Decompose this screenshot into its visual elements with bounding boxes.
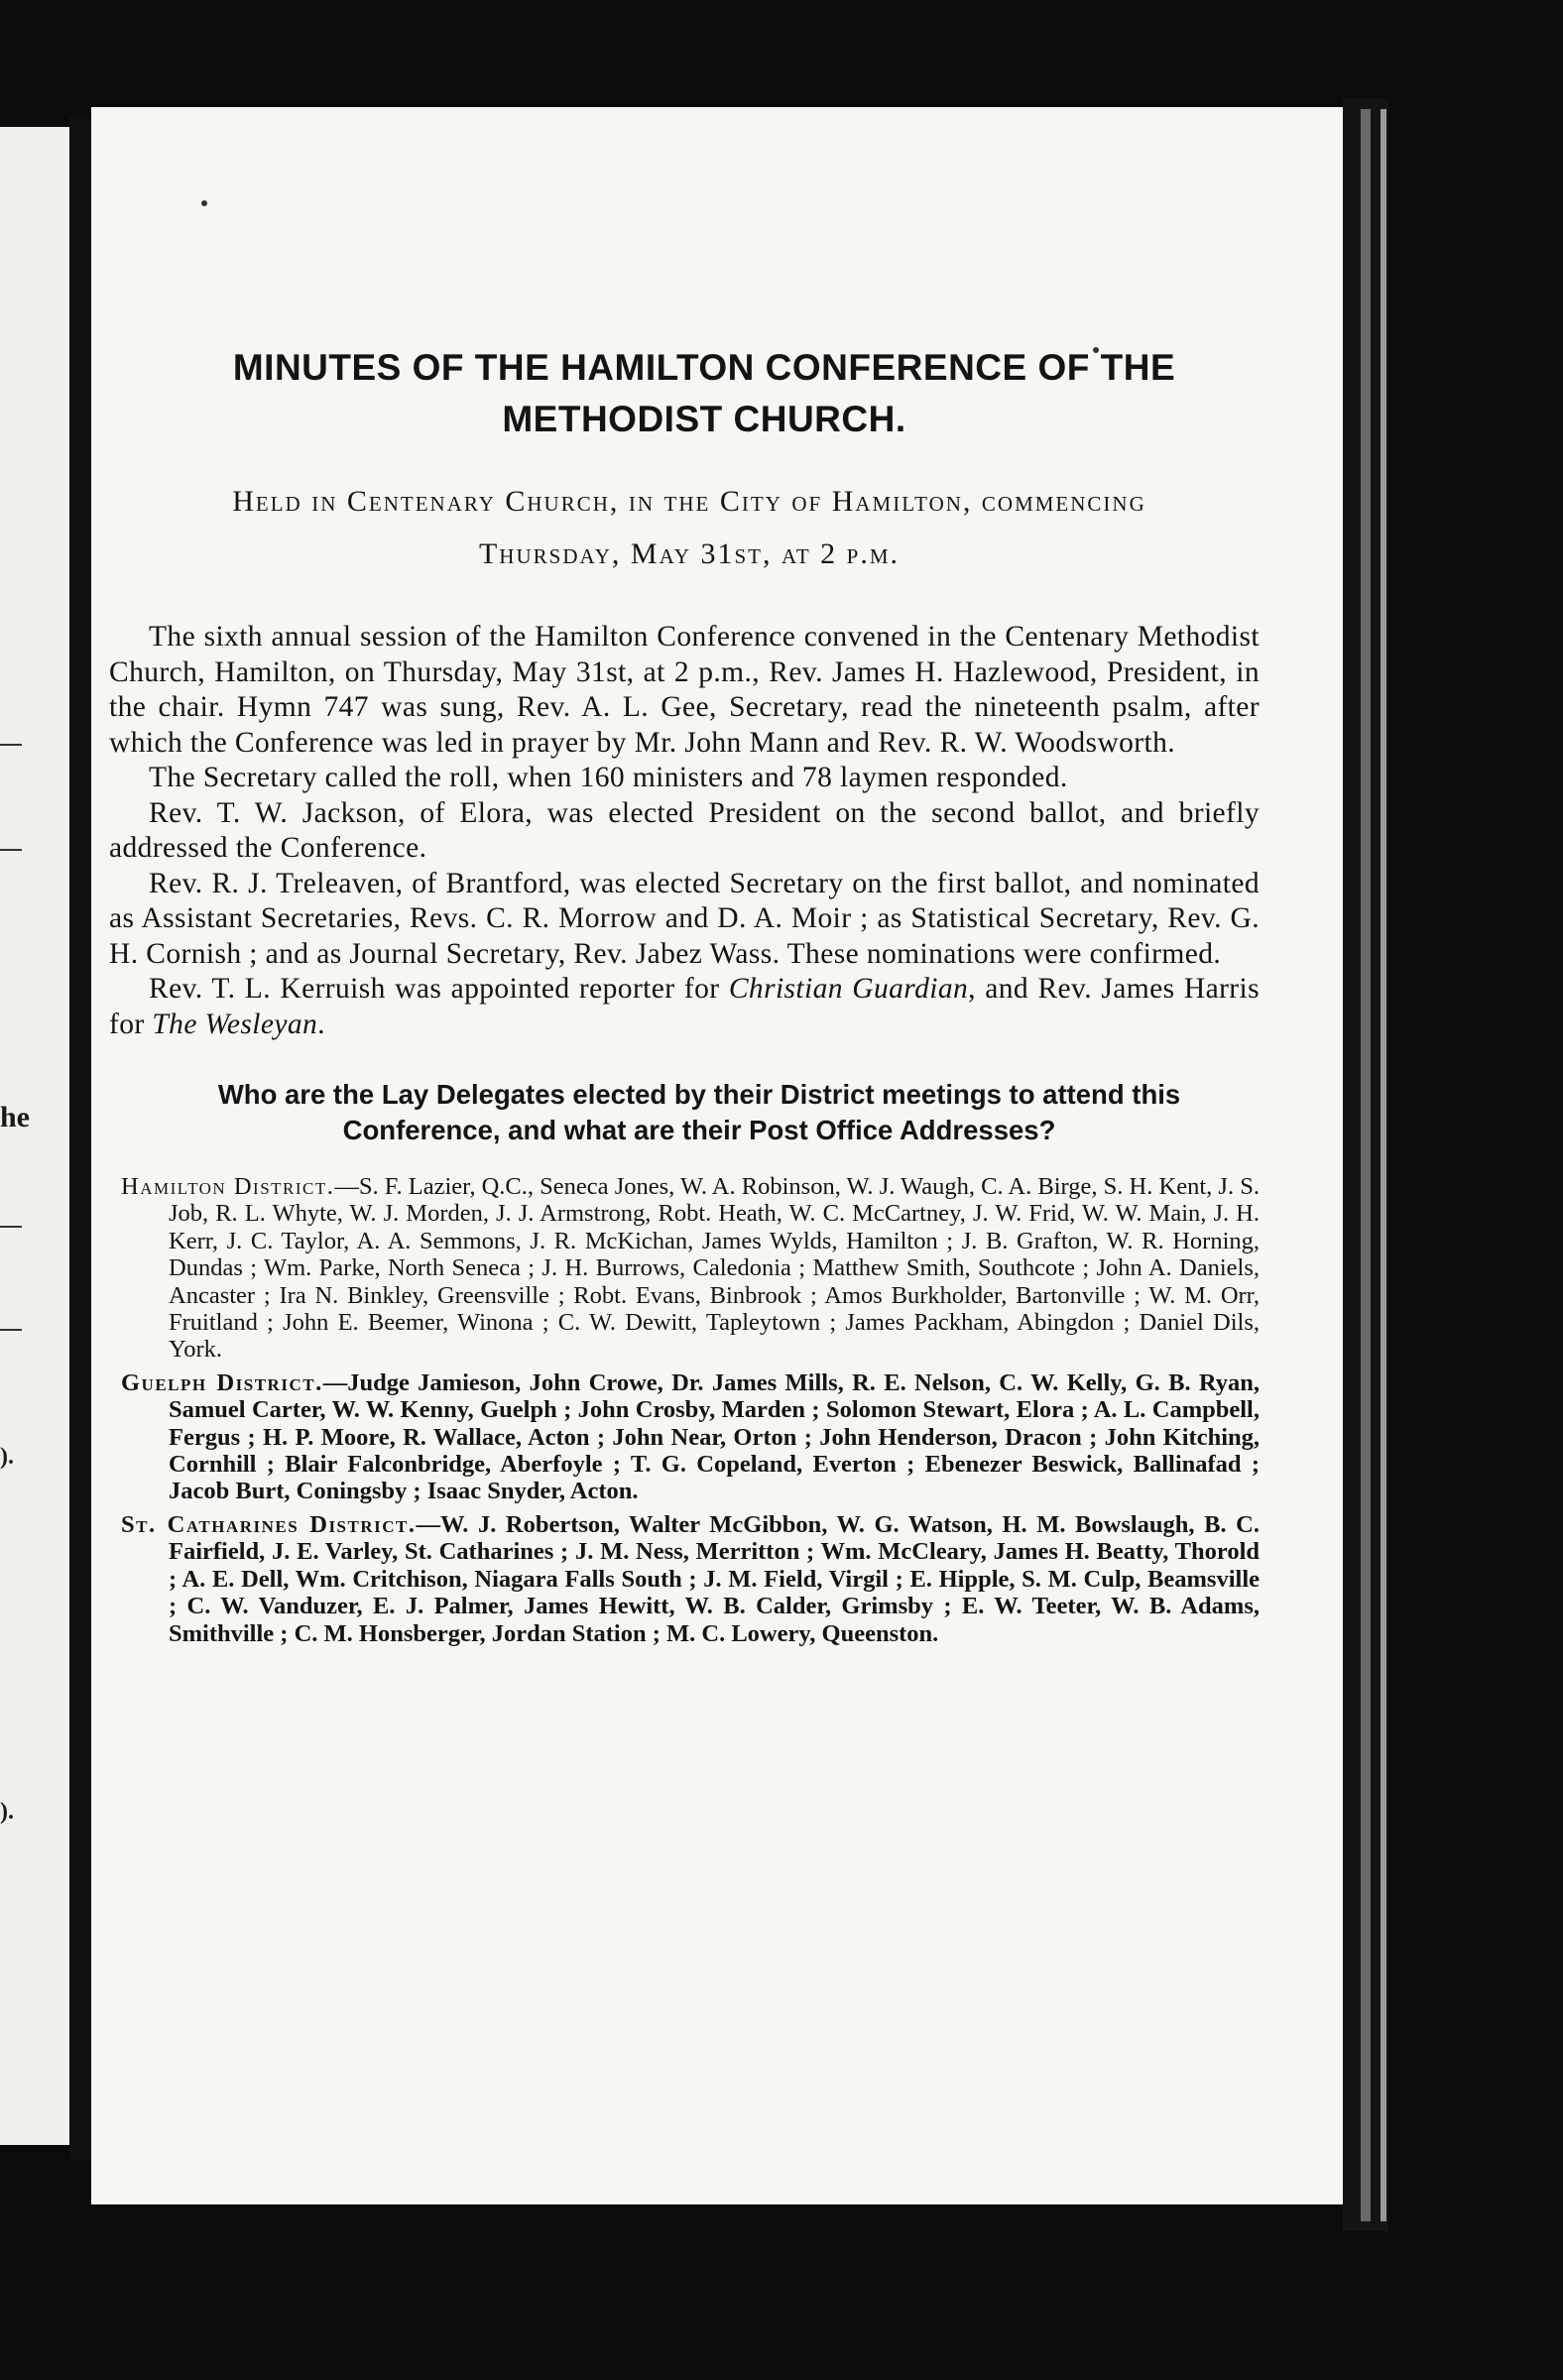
district-delegates: —Judge Jamieson, John Crowe, Dr. James Mills, R. E. Nelson, C. W. Kelly, G. B. Ryan, Samuel Carter, W. W. Kenny, Guelph ; John Crosby, Marden ; Solomon Stewart, Elora ; A. L. Campbell, Fergus ; H. P. Moore, R. Wallace, Acton ; John Near, Orton ; John Henderson, Dracon ; John Kitching, Cornhill ; Blair Falconbridge, Aberfoyle ; T. G. Copeland, Everton ; Ebenezer Beswick, Ballinafad ; Jacob Burt, Coningsby ; Isaac Snyder, Acton. <box>169 1368 1261 1505</box>
district-delegates: —W. J. Robertson, Walter McGibbon, W. G. Watson, H. M. Bowslaugh, B. C. Fairfield, J. E. Varley, St. Catharines ; J. M. Ness, Merritton ; Wm. McCleary, James H. Beatty, Thorold ; A. E. Dell, Wm. Critchison, Niagara Falls South ; J. M. Field, Virgil ; E. Hipple, S. M. Culp, Beamsville ; C. W. Vanduzer, E. J. Palmer, James Hewitt, W. B. Calder, Grimsby ; E. W. Teeter, W. B. Adams, Smithville ; C. M. Honsberger, Jordan Station ; M. C. Lowery, Queenston. <box>169 1510 1260 1647</box>
paragraph: The Secretary called the roll, when 160 ministers and 78 laymen responded. <box>149 762 1068 793</box>
document-title <box>109 342 1260 445</box>
subtitle-line-1: Held in Centenary Church, in the City of Hamilton, commencing <box>232 485 1146 518</box>
margin-rule <box>0 1226 22 1228</box>
minutes-body <box>109 620 1260 1042</box>
margin-rule <box>0 744 22 746</box>
newspaper-title: Christian Guardian <box>728 973 969 1005</box>
district-name: Hamilton District. <box>121 1173 335 1200</box>
margin-fragment: ). <box>0 1444 14 1470</box>
document-subtitle <box>109 475 1260 580</box>
paragraph: The sixth annual session of the Hamilton Conference convened in the Centenary Methodist Church, Hamilton, on Thursday, May 31st, at 2 p.m., Rev. James H. Hazlewood, President, in the chair. Hymn 747 was sung, Rev. A. L. Gee, Secretary, read the nineteenth psalm, after which the Conference was led in prayer by Mr. John Mann and Rev. R. W. Woodsworth. <box>109 621 1260 759</box>
page-stack-edge <box>1381 109 1386 2221</box>
margin-fragment: he <box>0 1101 30 1133</box>
margin-rule <box>0 1329 22 1331</box>
reporter-text: . <box>317 1008 325 1040</box>
district-name: St. Catharines District. <box>121 1510 417 1538</box>
district-entry <box>109 1369 1260 1505</box>
paragraph: Rev. R. J. Treleaven, of Brantford, was elected Secretary on the first ballot, and nominated as Assistant Secretaries, Revs. C. R. Morrow and D. A. Moir ; as Statistical Secretary, Rev. G. H. Cornish ; and as Journal Secretary, Rev. Jabez Wass. These nominations were confirmed. <box>109 867 1260 970</box>
reporter-paragraph <box>109 972 1260 1042</box>
reporter-text: , and Rev. James Harris for <box>109 973 1261 1040</box>
district-list <box>109 1173 1260 1647</box>
district-name: Guelph District. <box>121 1368 323 1396</box>
margin-rule <box>0 849 22 851</box>
paragraph: Rev. T. W. Jackson, of Elora, was elected President on the second ballot, and briefly addressed the Conference. <box>109 796 1260 864</box>
title-line-2: METHODIST CHURCH. <box>502 399 906 439</box>
district-delegates: —S. F. Lazier, Q.C., Seneca Jones, W. A. Robinson, W. J. Waugh, C. A. Birge, S. H. Kent, J. S. Job, R. L. Whyte, W. J. Morden, J. J. Armstrong, Robt. Heath, W. C. McCartney, J. W. Frid, W. W. Main, J. H. Kerr, J. C. Taylor, A. A. Semmons, J. R. McKichan, James Wylds, Hamilton ; J. B. Grafton, W. R. Horning, Dundas ; Wm. Parke, North Seneca ; J. H. Burrows, Caledonia ; Matthew Smith, Southcote ; John A. Daniels, Ancaster ; Ira N. Binkley, Greensville ; Robt. Evans, Binbrook ; Amos Burkholder, Bartonville ; W. M. Orr, Fruitland ; John E. Beemer, Winona ; C. W. Dewitt, Tapleytown ; James Packham, Abingdon ; Daniel Dils, York. <box>169 1173 1260 1364</box>
newspaper-title: The Wesleyan <box>152 1008 318 1040</box>
previous-page-edge <box>0 127 75 2145</box>
district-entry <box>109 1173 1260 1364</box>
title-line-1: MINUTES OF THE HAMILTON CONFERENCE OF THE <box>232 347 1176 388</box>
district-entry <box>109 1511 1260 1647</box>
section-question: Who are the Lay Delegates elected by their District meetings to attend this Conference, and what are their Post Office Addresses? <box>217 1079 1181 1145</box>
scan-speck <box>201 200 207 206</box>
margin-fragment: ). <box>0 1799 14 1825</box>
reporter-text: Rev. T. L. Kerruish was appointed reporter for <box>149 973 729 1005</box>
book-gutter <box>69 117 93 2160</box>
page-content <box>109 342 1260 1653</box>
page-stack-edge <box>1361 109 1371 2221</box>
subtitle-line-2: Thursday, May 31st, at 2 p.m. <box>478 537 900 570</box>
